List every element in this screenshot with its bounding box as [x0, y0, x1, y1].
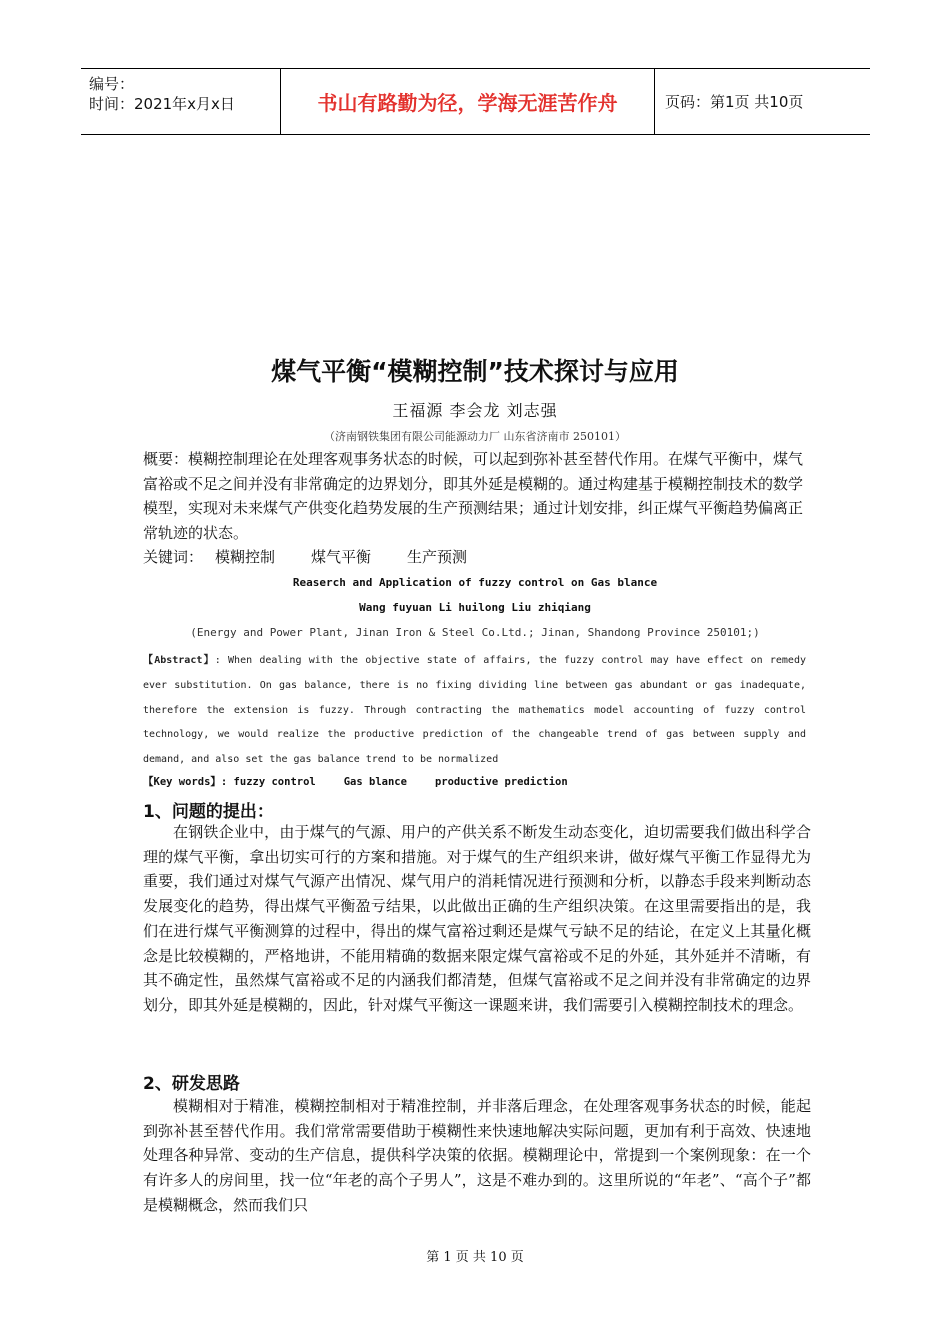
section-heading: 1、问题的提出： [143, 802, 274, 822]
keyword-item: 生产预测 [407, 548, 468, 566]
authors: 王福源 李会龙 刘志强 [392, 401, 558, 420]
english-keyword: productive prediction [434, 776, 568, 788]
keyword-item: 模糊控制 [215, 548, 276, 566]
keywords-cn-label: 关键词： [143, 548, 204, 566]
paper-title: 煤气平衡“模糊控制”技术探讨与应用 [271, 357, 679, 386]
header-table [81, 68, 870, 135]
page-footer: 第 1 页 共 10 页 [426, 1250, 524, 1265]
number-label: 编号： [89, 75, 135, 93]
section-body: 在钢铁企业中，由于煤气的气源、用户的产供关系不断发生动态变化，迫切需要我们做出科学合理的煤气平衡，拿出切实可行的方案和措施。对于煤气的生产组织来讲，做好煤气平衡工作显得尤为重要，我们通过对煤气气源产出情况、煤气用户的消耗情况进行预测和分析，以静态手段来判断动态发展变化的趋势，得出煤气平衡盈亏结果，以此做出正确的生产组织决策。在这里需要指出的是，我们在进行煤气平衡测算的过程中，得出的煤气富裕过剩还是煤气亏缺不足的结论，在定义上其量化概念是比较模糊的，严格地讲，不能用精确的数据来限定煤气富裕或不足的外延，其外延并不清晰，有其不确定性，虽然煤气富裕或不足的内涵我们都清楚，但煤气富裕或不足之间并没有非常确定的边界划分，即其外延是模糊的，因此，针对煤气平衡这一课题来讲，我们需要引入模糊控制技术的理念。 [143, 823, 811, 1014]
english-title: Reaserch and Application of fuzzy control on Gas blance [292, 576, 658, 589]
header-meta-cell [81, 69, 281, 134]
header-motto: 书山有路勤为径，学海无涯苦作舟 [281, 69, 655, 134]
abstract-text: : When dealing with the objective state of affairs, the fuzzy control may have effect on remedy ever substitution. On gas balance, there is no fixing dividing line between gas abundant or gas inadequate, therefore the extension is fuzzy. Through contracting the mathematics model accounting of fuzzy control technology, we would realize the productive prediction of the changeable trend of gas between supply and demand, and also set the gas balance trend to be normalized [143, 655, 806, 766]
affiliation: （济南钢铁集团有限公司能源动力厂 山东省济南市 250101） [324, 430, 626, 443]
abstract-label: 【Abstract】 [143, 655, 215, 666]
section-heading: 2、研发思路 [143, 1074, 240, 1094]
header-page-info: 页码：第1页 共10页 [665, 93, 804, 111]
english-keywords [143, 774, 596, 789]
keyword-item: 煤气平衡 [311, 548, 372, 566]
section-body: 模糊相对于精准，模糊控制相对于精准控制，并非落后理念，在处理客观事务状态的时候，能起到弥补甚至替代作用。我们常常需要借助于模糊性来快速地解决实际问题，更加有利于高效、快速地处理各种异常、变动的生产信息，提供科学决策的依据。模糊理论中，常提到一个案例现象：在一个有许多人的房间里，找一位“年老的高个子男人”，这是不难办到的。这里所说的“年老”、“高个子”都是模糊概念，然而我们只 [143, 1097, 811, 1214]
english-keyword: fuzzy control [233, 776, 316, 788]
english-keyword: Gas blance [343, 776, 407, 788]
english-authors: Wang fuyuan Li huilong Liu zhiqiang [359, 601, 591, 614]
english-abstract [143, 649, 806, 773]
keywords-cn [143, 545, 813, 570]
abstract-cn: 概要：模糊控制理论在处理客观事务状态的时候，可以起到弥补甚至替代作用。在煤气平衡中，煤气富裕或不足之间并没有非常确定的边界划分，即其外延是模糊的。通过构建基于模糊控制技术的数学模型，实现对未来煤气产供变化趋势发展的生产预测结果；通过计划安排，纠正煤气平衡趋势偏离正常轨迹的状态。 [143, 450, 804, 542]
english-affiliation: (Energy and Power Plant, Jinan Iron & Steel Co.Ltd.; Jinan, Shandong Province 250101;) [190, 626, 760, 639]
time-label: 时间：2021年x月x日 [89, 95, 235, 113]
keywords-label: 【Key words】: [143, 776, 234, 788]
